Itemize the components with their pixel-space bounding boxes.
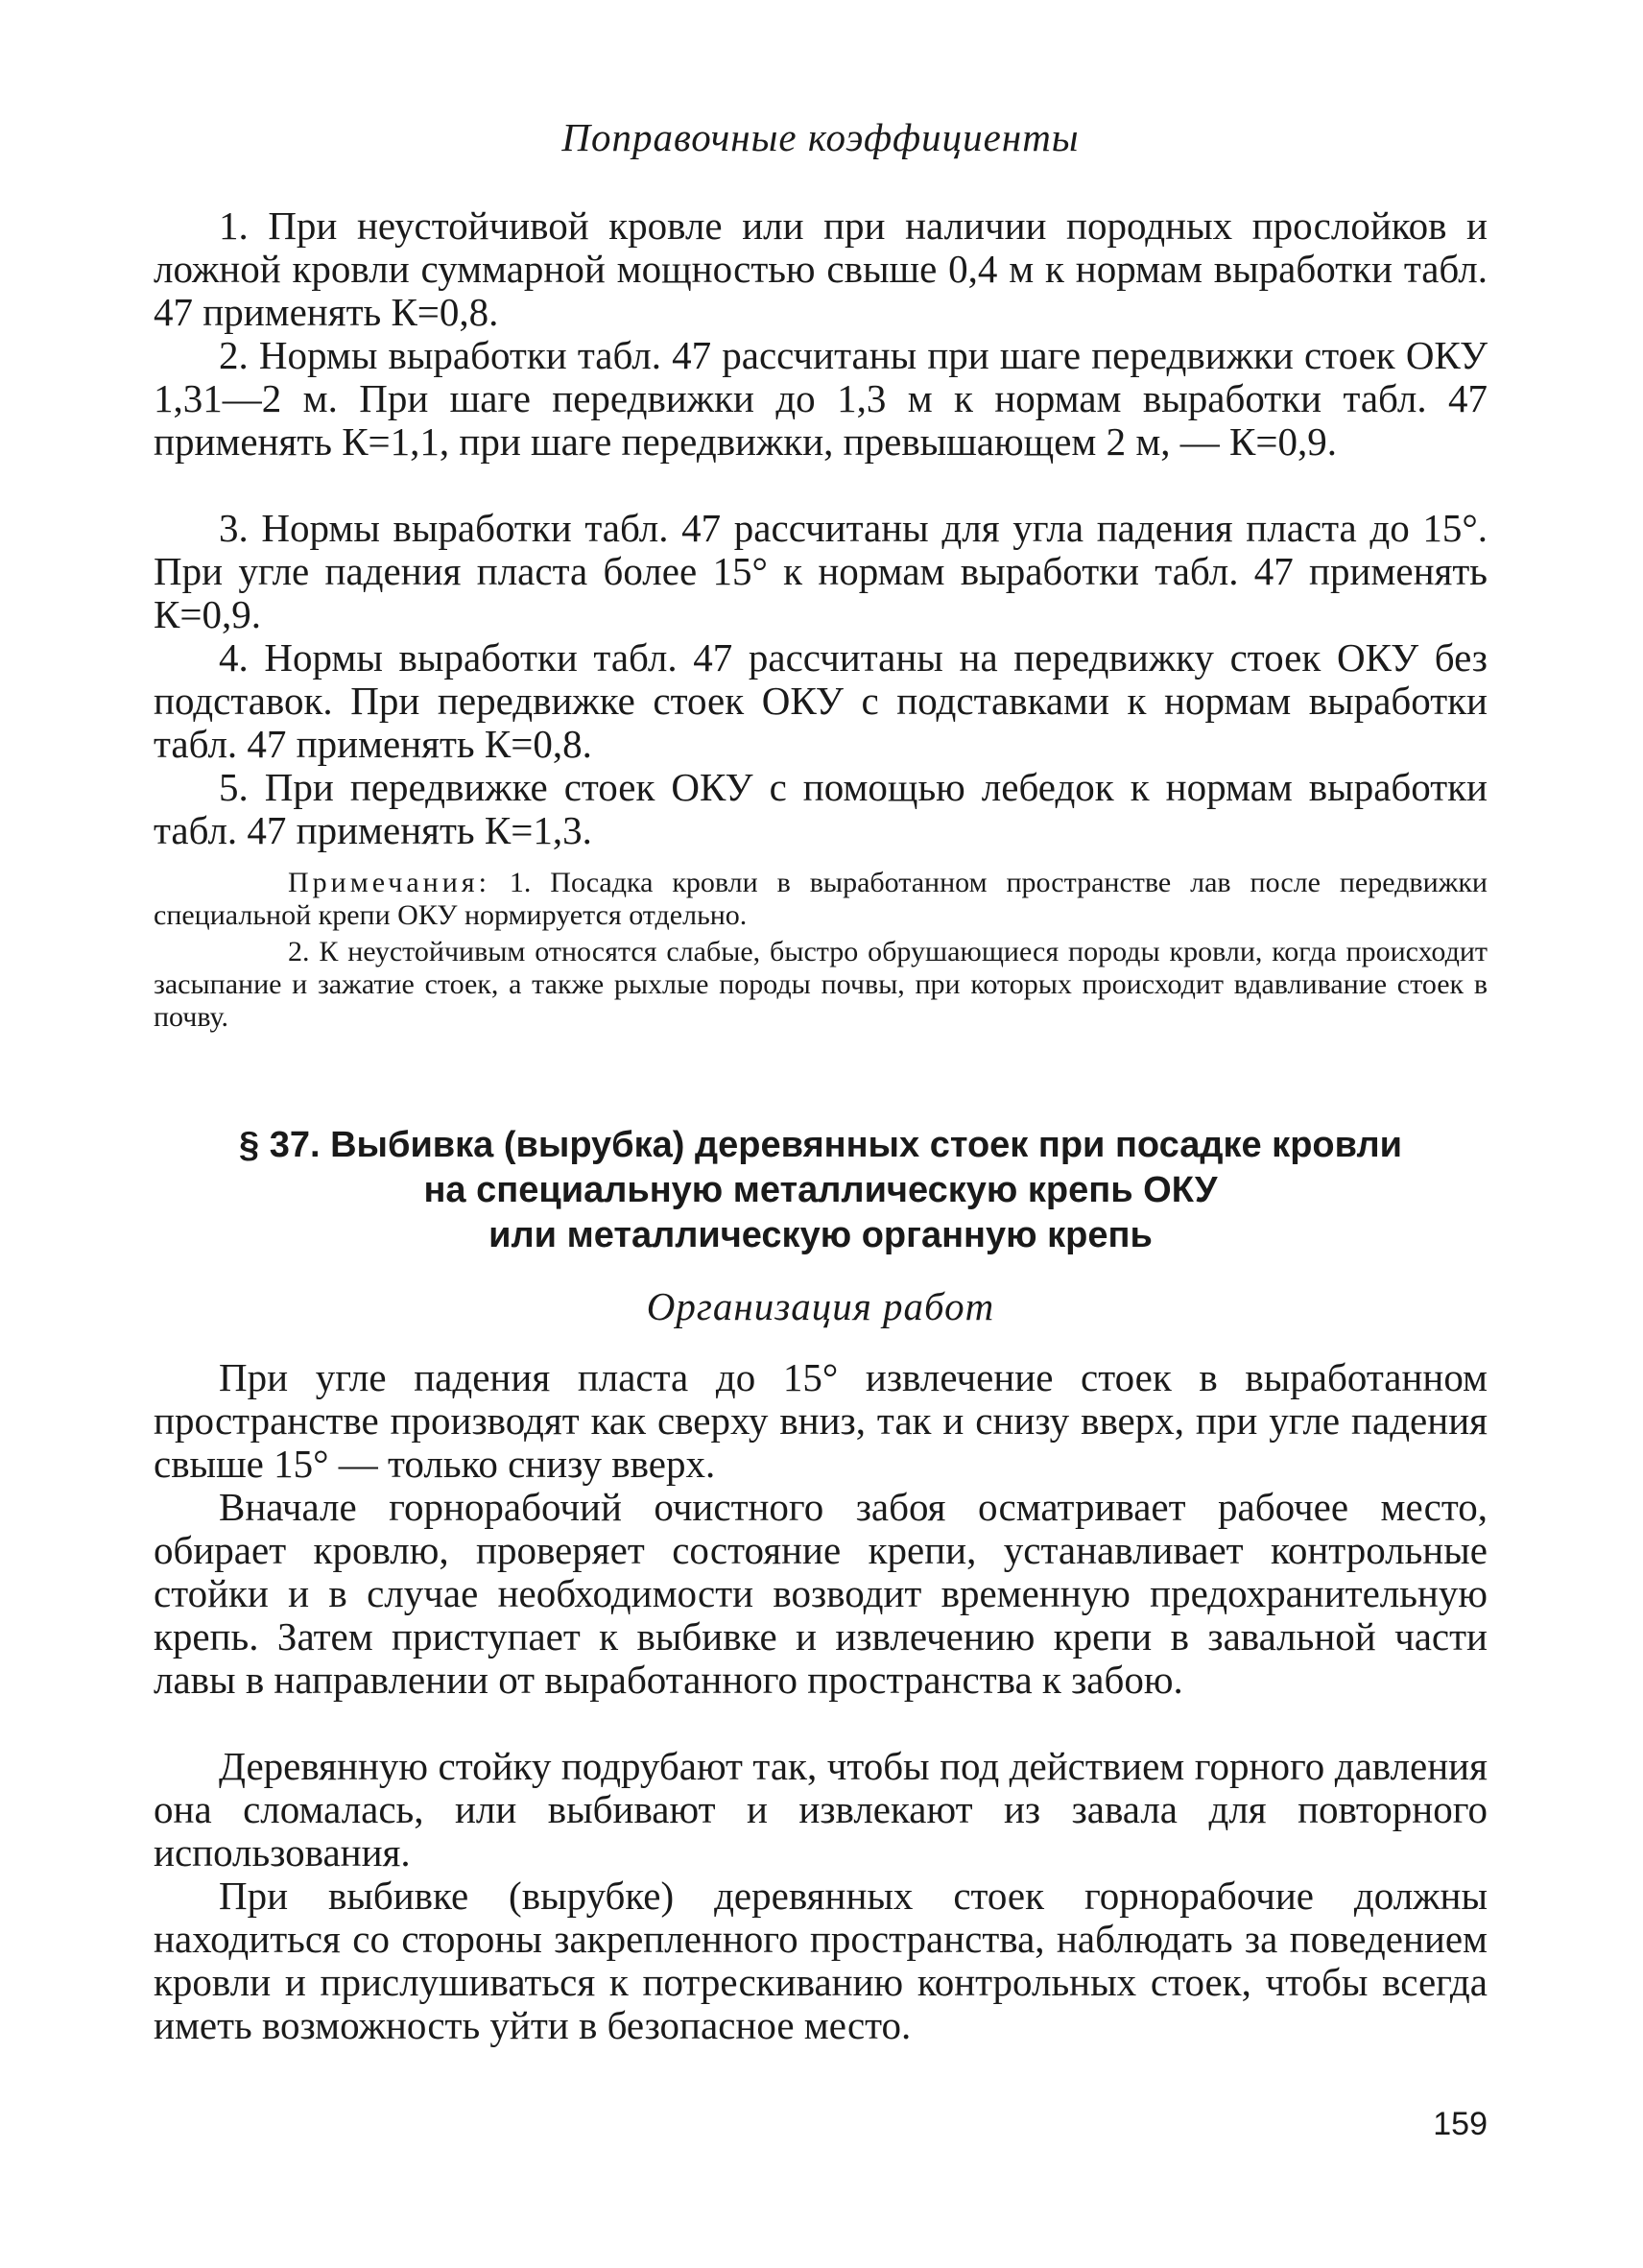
correction-3: 3. Нормы выработки табл. 47 рассчитаны для угла падения пласта до 15°. При угле падения пласта более 15° к нормам выработки табл. 47 применять К=0,9. (154, 506, 1488, 636)
notes-label: Примечания: (288, 867, 490, 898)
organization-paragraph-1: При угле падения пласта до 15° извлечение стоек в выработанном пространстве производят как сверху вниз, так и снизу вверх, при угле падения свыше 15° — только снизу вверх. (154, 1355, 1488, 1486)
document-page (154, 0, 1488, 2268)
correction-1: 1. При неустойчивой кровле или при наличии породных прослойков и ложной кровли суммарной мощностью свыше 0,4 м к нормам выработки табл. 47 применять К=0,8. (154, 203, 1488, 334)
note-2: 2. К неустойчивым относятся слабые, быстро обрушающиеся породы кровли, когда происходит засыпание и зажатие стоек, а также рыхлые породы почвы, при которых происходит вдавливание стоек в почву. (154, 936, 1488, 1033)
note-1 (154, 867, 1488, 932)
correction-4: 4. Нормы выработки табл. 47 рассчитаны на передвижку стоек ОКУ без подставок. При передвижке стоек ОКУ с подставками к нормам выработки табл. 47 применять К=0,8. (154, 635, 1488, 766)
correction-2: 2. Нормы выработки табл. 47 рассчитаны при шаге передвижки стоек ОКУ 1,31—2 м. При шаге передвижки до 1,3 м к нормам выработки табл. 47 применять К=1,1, при шаге передвижки, превышающем 2 м, — К=0,9. (154, 333, 1488, 464)
section-heading-line-1: § 37. Выбивка (вырубка) деревянных стоек при посадке кровли (239, 1125, 1402, 1165)
organization-paragraph-2: Вначале горнорабочий очистного забоя осматривает рабочее место, обирает кровлю, проверяет состояние крепи, устанавливает контрольные стойки и в случае необходимости возводит временную предохранительную крепь. Затем приступает к выбивке и извлечению крепи в завальной части лавы в направлении от выработанного пространства к забою. (154, 1485, 1488, 1702)
note-1-text: 1. Посадка кровли в выработанном пространстве лав после передвижки специальной крепи ОКУ нормируется отдельно. (154, 867, 1488, 931)
section-heading-line-2: на специальную металлическую крепь ОКУ (423, 1170, 1218, 1210)
subtitle-organization: Организация работ (646, 1284, 995, 1328)
subtitle-corrections: Поправочные коэффициенты (561, 115, 1080, 159)
page-number: 159 (1433, 2106, 1488, 2142)
section-heading-line-3: или металлическую органную крепь (488, 1215, 1153, 1255)
correction-5: 5. При передвижке стоек ОКУ с помощью лебедок к нормам выработки табл. 47 применять К=1,3. (154, 765, 1488, 852)
section-heading (154, 1123, 1488, 1258)
organization-paragraph-4: При выбивке (вырубке) деревянных стоек горнорабочие должны находиться со стороны закрепленного пространства, наблюдать за поведением кровли и прислушиваться к потрескиванию контрольных стоек, чтобы всегда иметь возможность уйти в безопасное место. (154, 1874, 1488, 2047)
organization-paragraph-3: Деревянную стойку подрубают так, чтобы под действием горного давления она сломалась, или выбивают и извлекают из завала для повторного использования. (154, 1744, 1488, 1874)
